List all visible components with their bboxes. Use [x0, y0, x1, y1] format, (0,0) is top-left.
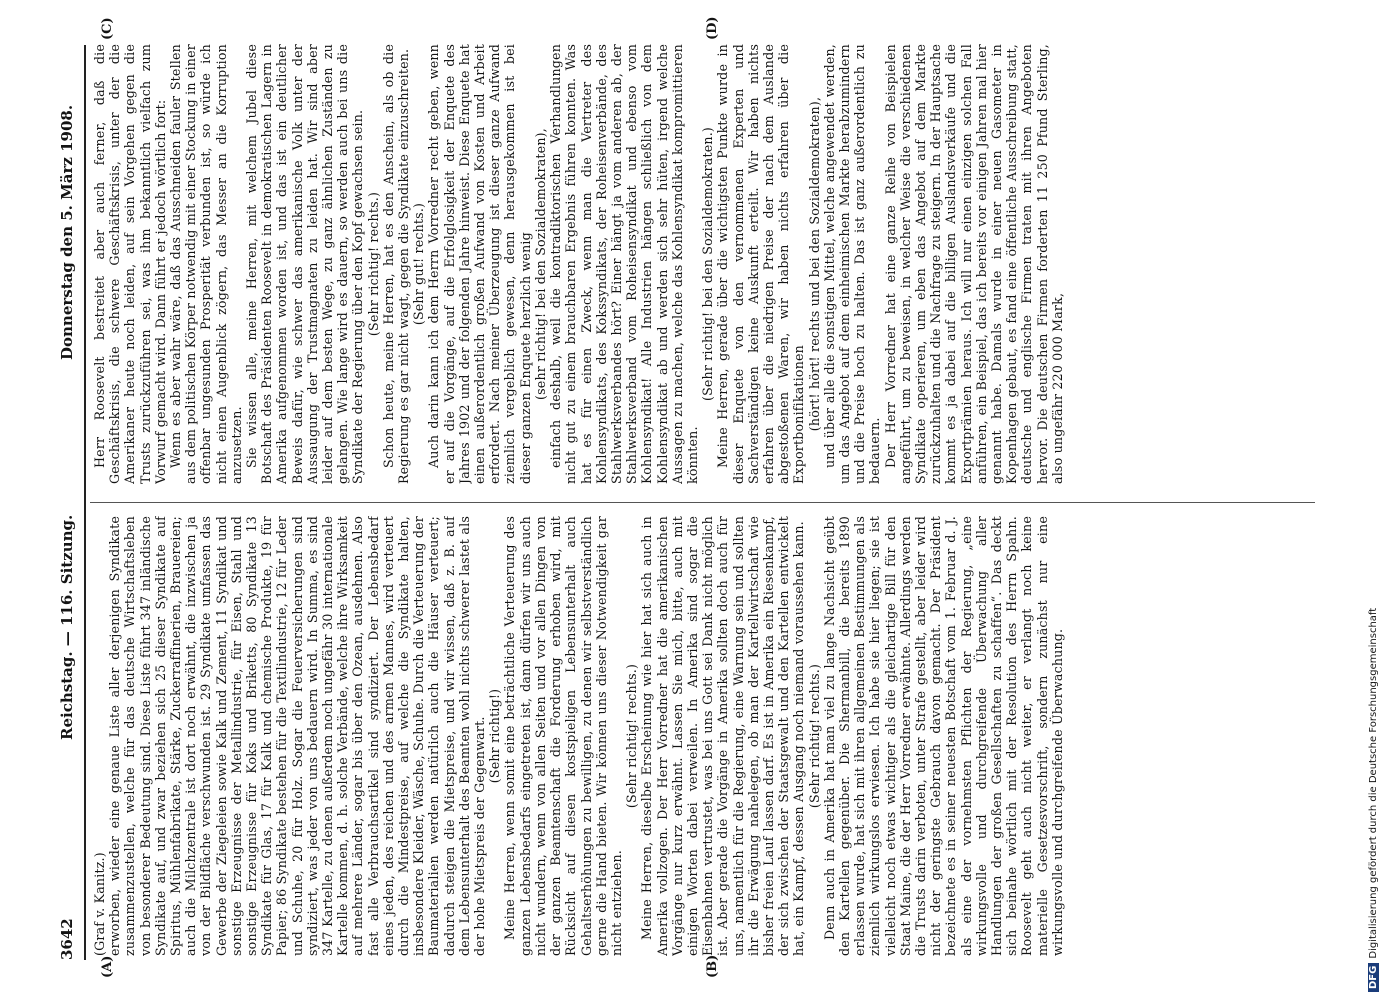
interjection: (Sehr richtig! rechts.): [365, 191, 381, 337]
paragraph: Wenn es aber wahr wäre, daß das Ausschneiden fauler Stellen aus dem politischen Körper notwendig mit einer Stockung in einer offenbar ungesunden Prosperität verbunden ist, so würde ich nicht einen Augenblick zögern, das Messer an die Korruption anzusetzen.: [168, 44, 244, 484]
interjection: (Sehr richtig!): [487, 688, 503, 784]
interjection: (sehr richtig! bei den Sozialdemokraten),: [532, 128, 548, 400]
page-number: 3642: [58, 918, 76, 960]
paragraph: Meine Herren, wenn somit eine beträchtliche Verteuerung des ganzen Lebensbedarfs eingetreten ist, dann dürfen wir uns auch nicht wundern, wenn von allen Seiten und vor allen Dingen von der ganzen Beamtenschaft die Forderung erhoben wird, mit Rücksicht auf diesen kostspieligen Lebensunterhalt auch Gehaltserhöhungen zu bewilligen, zu denen wir selbstverständlich gerne die Hand bieten. Wir können uns dieser Notwendigkeit gar nicht entziehen.: [502, 516, 624, 956]
credit-text: Digitalisierung gefördert durch die Deutsche Forschungsgemeinschaft: [1368, 607, 1379, 959]
paragraph: Denn auch in Amerika hat man viel zu lange Nachsicht geübt den Kartellen gegenüber. Die Shermanbill, die bereits 1890 erlassen wurde, hat sich mit ihren allgemeinen Bestimmungen als ziemlich wirkungslos erwiesen. Ich habe sie hier liegen; sie ist vielleicht noch etwas wichtiger als die gleichartige Bill für den Staat Maine, die der Herr Vorredner erwähnte. Allerdings werden die Trusts darin verboten, unter Strafe gestellt, aber leider wird nicht der geringste Gebrauch davon gemacht. Der Präsident bezeichnete es in seiner neuesten Botschaft vom 1. Februar d. J. als eine der vornehmsten Pflichten der Regierung, „eine wirkungsvolle und durchgreifende Überwachung aller Handlungen der großen Gesellschaften zu schaffen“. Das deckt sich beinahe wörtlich mit der Resolution des Herrn Spahn. Roosevelt geht auch nicht weiter, er verlangt noch keine materielle Gesetzesvorschrift, sondern zunächst nur eine wirkungsvolle und durchgreifende Überwachung.: [821, 516, 1065, 956]
paragraph: Der Herr Vorredner hat eine ganze Reihe von Beispielen angeführt, um zu beweisen, in welcher Weise die verschiedenen Syndikate operieren, um eben das Angebot auf dem Markte zurückzuhalten und die Nachfrage zu steigern. In der Hauptsache kommt es ja dabei auf die billigen Auslandsverkäufe und die Exportprämien heraus. Ich will nur einen einzigen solchen Fall anführen, ein Beispiel, das ich bereits vor einigen Jahren mal hier genannt habe. Damals wurde in einer neuen Gasometer in Kopenhagen gebaut, es fand eine öffentliche Ausschreibung statt, deutsche und englische Firmen traten mit ihren Angeboten hervor. Die deutschen Firmen forderten 11 250 Pfund Sterling, also ungefähr 220 000 Mark,: [882, 44, 1065, 484]
margin-marker-d: (D): [705, 16, 720, 40]
paragraph: erworben, wieder eine genaue Liste aller derjenigen Syndikate zusammenzustellen, welche für das deutsche Wirtschaftsleben von besonderer Bedeutung sind. Diese Liste führt 347 inländische Syndikate auf, und zwar beziehen sich 25 dieser Syndikate auf Spiritus, Mühlenfabrikate, Stärke, Zuckerraffinerien, Brauereien; auch die Milchzentrale ist dort noch erwähnt, die inzwischen ja von der Bildfläche verschwunden ist. 29 Syndikate umfassen das Gewerbe der Ziegeleien sowie Kalk und Zement, 11 Syndikat und sonstige Erzeugnisse der Metallindustrie, für Eisen, Stahl und sonstige Erzeugnisse für Koks und Briketts, 80 Syndikate 13 Syndikate für Glas, 17 für Kalk und chemische Produkte, 19 für Papier; 86 Syndikate bestehen für die Textilindustrie, 12 für Leder und Schuhe, 20 für Holz. Sogar die Feuerversicherungen sind syndiziert, was jeder von uns bedauern wird. In Summa, es sind 347 Kartelle, zu denen außerdem noch ungefähr 30 internationale Kartelle kommen, d. h. solche Verbände, welche ihre Wirksamkeit auf mehrere Länder, sogar bis über den Ozean, ausdehnen. Also fast alle Verbrauchsartikel sind syndiziert. Der Lebensbedarf eines jeden, des reichen und des armen Mannes, wird verteuert durch die Mindestpreise, auf welche die Syndikate halten, insbesondere Kleider, Wäsche, Schuhe. Durch die Verteuerung der Baumaterialien werden natürlich auch die Häuser verteuert; dadurch steigen die Mietspreise, und wir wissen, daß z. B. auf dem Lebensunterhalt des Beamten wohl nichts schwerer lastet als der hohe Mietspreis der Gegenwart.: [107, 516, 488, 956]
paragraph: Sie wissen alle, meine Herren, mit welchem Jubel diese Botschaft des Präsidenten Roosevelt in demokratischen Lagern in Amerika aufgenommen worden ist, und das ist ein deutlicher Beweis dafür, wie schwer das amerikanische Volk unter der Aussaugung der Trustmagnaten zu leiden hat. Wir sind aber leider auf dem besten Wege, zu ganz ähnlichen Zuständen zu gelangen. Wie lange wird es dauern, so werden auch bei uns die Syndikate der Regierung über den Kopf gewachsen sein.: [244, 44, 366, 484]
dfg-logo: DFG: [1368, 963, 1379, 992]
interjection: (Sehr richtig! rechts.): [624, 663, 640, 809]
margin-marker-b: (B): [705, 954, 720, 978]
column-separator: [90, 502, 1315, 503]
interjection: (hört! hört! rechts und bei den Sozialdemokraten),: [806, 96, 822, 432]
margin-marker-c: (C): [100, 17, 115, 40]
paragraph: Meine Herren, gerade über die wichtigsten Punkte wurde in dieser Enquete von den vernommenen Experten und Sachverständigen keine Auskunft erteilt. Wir haben nichts erfahren über die niedrigen Preise der nach dem Auslande abgestoßenen Waren, wir haben nichts erfahren über die Exportbonifikationen: [715, 44, 807, 484]
page-header: [58, 40, 80, 960]
session-title: Reichstag. — 116. Sitzung.: [58, 514, 76, 740]
paragraph: Schon heute, meine Herren, hat es den Anschein, als ob die Regierung es gar nicht wagt, gegen die Syndikate einzuschreiten.: [380, 44, 412, 484]
paragraph: Auch darin kann ich dem Herrn Vorredner recht geben, wenn er auf die Vorgänge, auf die Erfolglosigkeit der Enquete des Jahres 1902 und der folgenden Jahre hinweist. Diese Enquete hat einen außerordentlich großen Aufwand von Kosten und Arbeit erfordert. Nach meiner Überzeugung ist dieser ganze Aufwand ziemlich vergeblich gewesen, denn herausgekommen ist bei dieser ganzen Enquete herzlich wenig: [426, 44, 533, 484]
paragraph: (Graf v. Kanitz.): [92, 852, 107, 956]
session-date: Donnerstag den 5. März 1908.: [58, 104, 76, 360]
interjection: (Sehr richtig! rechts.): [806, 663, 822, 809]
header-rule: [84, 45, 86, 960]
paragraph: Meine Herren, dieselbe Erscheinung wie hier hat sich auch in Amerika vollzogen. Der Herr Vorredner hat die amerikanischen Vorgänge nur kurz erwähnt. Lassen Sie mich, bitte, auch mit einigen Worten dabei verweilen. In Amerika sind sogar die Eisenbahnen vertrustet, was bei uns Gott sei Dank nicht möglich ist. Aber gerade die Vorgänge in Amerika sollten doch auch für uns, namentlich für die Regierung, eine Warnung sein und sollten ihr die Erwägung nahelegen, ob man der Kartellwirtschaft wie bisher freien Lauf lassen darf. Es ist in Amerika ein Riesenkampf, der sich zwischen der Staatsgewalt und den Kartellen entwickelt hat, ein Kampf, dessen Ausgang noch niemand voraussehen kann.: [639, 516, 807, 956]
digitization-credit: [1368, 608, 1379, 992]
paragraph: und über alle die sonstigen Mittel, welche angewendet werden, um das Angebot auf dem einheimischen Markte herabzumindern und die Preise hoch zu halten. Das ist ganz außerordentlich zu bedauern.: [821, 44, 883, 484]
right-text-column: [92, 44, 1314, 484]
paragraph: einfach deshalb, weil die kontradiktorischen Verhandlungen nicht gut zu einem brauchbaren Ergebnis führen konnten. Was hat es für einen Zweck, wenn man die Vertreter des Kohlensyndikats, des Kokssyndikats, der Roheisenverbände, des Stahlwerksverbandes hört? Einer hängt ja vom anderen ab, der Stahlwerksverband vom Roheisensyndikat und ebenso vom Kohlensyndikat! Alle Industrien hängen schließlich von dem Kohlensyndikat ab und werden sich sehr hüten, irgend welche Aussagen zu machen, welche das Kohlensyndikat kompromittieren könnten.: [548, 44, 700, 484]
interjection: (Sehr richtig! bei den Sozialdemokraten.): [700, 126, 716, 402]
margin-marker-a: (A): [100, 955, 115, 978]
left-text-column: [92, 516, 1314, 956]
paragraph: Herr Roosevelt bestreitet aber auch ferner, daß die Geschäftskrisis, die schwere Geschäftskrisis, unter der die Amerikaner heute noch leiden, auf sein Vorgehen gegen die Trusts zurückzuführen sei, was ihm bekanntlich vielfach zum Vorwurf gemacht wird. Dann führt er jedoch wörtlich fort:: [92, 44, 168, 484]
interjection: (Sehr gut! rechts.): [411, 202, 427, 326]
